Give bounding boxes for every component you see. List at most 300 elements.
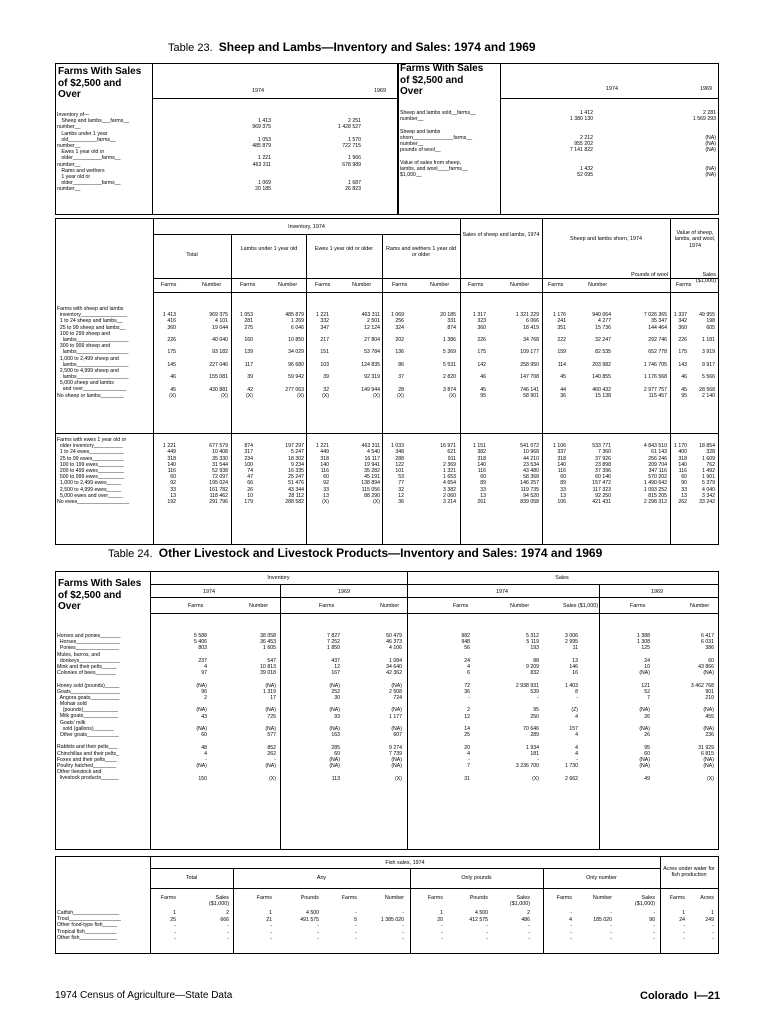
grid-cell: 139 [244,349,253,356]
grid-cell: 911 [447,455,456,462]
row-cell: Farms with ewes 1 year old or [57,437,127,443]
grid-cell: 18 419 [523,324,539,331]
grid-cell: 32 [323,386,329,393]
grid-cell: 289 [530,732,539,739]
row-cell: number__ [57,124,81,131]
grid-cell: 541 072 [520,443,539,450]
grid-cell: - [441,923,443,930]
row-cell: 5,000 sheep and lambs [57,380,114,387]
grid-cell: 226 [678,337,687,343]
grid-cell: 4 500 [475,910,488,916]
t23-right-farms-label: Farms With Sales of $2,500 and Over [400,63,484,97]
grid-cell: 982 [461,633,470,639]
grid-cell: (NA) [639,757,650,763]
grid-cell: 48 [201,744,207,751]
grid-cell: 2 938 931 [515,682,539,689]
grid-cell: 724 [393,695,402,701]
grid-cell: 31 [464,775,470,782]
grid-cell: - [317,929,319,936]
grid-cell: 35 282 [364,468,380,474]
grid-cell: 101 [395,468,404,474]
grid-cell: - [227,929,229,936]
grid-cell: 5 566 [702,374,715,381]
grid-cell: 33 [480,486,486,493]
grid-cell: 570 202 [648,474,667,481]
grid-cell: 547 [267,657,276,664]
t23-left-col1969 [305,112,361,192]
grid-cell: 192 [167,499,176,505]
row-cell: 1 053 [258,136,271,143]
grid-cell: - [355,929,357,936]
grid-cell: - [270,929,272,936]
grid-cell: 10 [644,664,650,670]
grid-cell: 11 [572,645,578,652]
grid-cell: 1 177 [389,713,402,720]
grid-cell: 92 [170,480,176,487]
row-cell: 722 715 [342,142,361,149]
grid-cell: 10 [247,492,253,499]
t23-left-year1974: 1974 [252,88,264,94]
grid-cell: 45 [560,374,566,381]
fish-subhead-number: Number [592,895,612,901]
grid-cell: 2 [204,695,207,701]
grid-cell: 412 575 [469,916,488,923]
grid-cell: 47 [247,474,253,481]
t23-sub-farms-2: Farms [240,282,256,288]
grid-cell: 7 [647,695,650,701]
grid-cell: 262 [678,499,687,505]
row-cell: (NA) [705,134,716,141]
grid-cell: 58 368 [523,474,539,481]
grid-cell: 318 [678,455,687,462]
row-cell: Trout__________________ [57,916,121,923]
grid-cell: (NA) [391,682,402,689]
grid-cell: 1 388 [637,633,650,639]
grid-cell: 26 [644,732,650,739]
grid-cell: 140 855 [592,374,611,381]
table24-number: Table 24. [108,548,153,560]
grid-cell: 33 242 [699,499,715,505]
grid-cell: 6 [467,670,470,677]
grid-cell: 203 982 [592,361,611,368]
grid-cell: 1 901 [702,474,715,481]
grid-cell: 93 182 [212,349,228,356]
row-cell: Chinchillas and their pelts_ [57,750,119,757]
grid-cell: 430 881 [209,386,228,393]
grid-cell: 140 [320,461,329,468]
grid-cell: 145 [167,361,176,368]
grid-cell: - [570,910,572,916]
grid-cell: - [486,929,488,936]
table23-heading: Sheep and Lambs—Inventory and Sales: 1974 and 1969 [218,40,536,54]
grid-cell: (NA) [265,707,276,714]
grid-cell: 16 971 [440,443,456,450]
grid-cell: 60 [644,750,650,757]
grid-cell: 4 [467,750,470,757]
table24-title [108,546,602,561]
grid-cell: (NA) [703,707,714,714]
row-cell: (pounds)____________ [57,707,118,714]
grid-cell: 281 [244,318,253,325]
row-cell: Other fish_____________ [57,934,117,941]
grid-cell: 195 024 [209,480,228,487]
grid-cell: 250 [530,713,539,720]
grid-cell: 318 [557,455,566,462]
grid-cell: 210 [705,695,714,701]
grid-cell: 32 [398,486,404,493]
grid-cell: - [274,757,276,763]
grid-cell: 14 [464,726,470,732]
row-cell: 52 095 [577,171,593,178]
grid-cell: 46 [170,374,176,381]
grid-cell: 36 453 [260,639,276,646]
grid-cell: 157 472 [592,480,611,487]
grid-cell: 45 191 [364,474,380,481]
row-cell: 7 141 822 [569,147,593,154]
fish-subhead-pounds: Pounds [300,895,319,901]
grid-cell: 59 942 [288,374,304,381]
footer-page-number: I—21 [693,990,721,1002]
t23-sub-number-5: Number [510,282,530,288]
row-cell: 678 989 [342,161,361,168]
grid-cell: 45 [480,386,486,393]
row-cell: (NA) [705,171,716,178]
grid-cell: 2 140 [702,392,715,399]
grid-cell: 33 [323,486,329,493]
grid-cell: 969 375 [209,312,228,319]
row-cell: and over_______________ [57,386,127,393]
grid-cell: 1 490 642 [643,480,667,487]
t24-sales-head: Sales [555,575,569,581]
grid-cell: - [174,929,176,936]
row-cell: number__ [57,161,81,168]
grid-cell: 6 815 [701,750,714,757]
t24-sub-number-2: Number [380,603,400,609]
grid-cell: - [610,923,612,930]
grid-cell: 323 [477,318,486,325]
grid-cell: 291 796 [209,499,228,505]
grid-cell: 151 [320,349,329,356]
row-cell: older__________farms__ [57,155,121,162]
grid-cell: 167 [331,670,340,677]
grid-cell: 175 [678,349,687,356]
grid-cell: 86 [398,361,404,368]
grid-cell: 46 [480,374,486,381]
grid-cell: (NA) [391,763,402,770]
row-cell: 2,500 to 4,999 ewes_____ [57,486,122,493]
grid-cell: 209 704 [648,461,667,468]
grid-cell: (NA) [703,726,714,732]
grid-cell: (NA) [265,682,276,689]
row-cell: No ewes__________________ [57,498,130,505]
grid-cell: 347 [320,324,329,331]
row-cell: Value of sales from sheep, [400,159,462,166]
grid-cell: 1 321 229 [515,312,539,319]
grid-cell: - [537,757,539,763]
grid-cell: (NA) [703,670,714,677]
grid-cell: 258 950 [520,361,539,368]
grid-cell: 90 [649,916,655,923]
grid-cell: 157 [569,726,578,732]
grid-cell: 6 066 [526,318,539,325]
t23-sales-head: Sales of sheep and lambs, 1974 [462,232,540,238]
grid-cell: 60 146 [595,474,611,481]
grid-cell: - [205,757,207,763]
grid-cell: 16 117 [364,455,380,462]
grid-cell: 36 [398,499,404,505]
grid-cell: 116 [320,468,329,474]
fish-subhead-farms: Farms [427,895,443,901]
grid-cell: 100 [244,461,253,468]
row-cell: Foxes and their pelts____ [57,756,117,763]
grid-cell: - [683,923,685,930]
grid-cell: 5 369 [443,349,456,356]
grid-cell: 416 [167,318,176,325]
t24-fish-acres-head: Acres under water for fish production [663,866,715,879]
grid-cell: 948 [461,639,470,646]
grid-cell: 52 [644,688,650,695]
grid-cell: 677 579 [209,443,228,450]
grid-cell: 1 176 568 [643,374,667,381]
grid-cell: 10 408 [212,449,228,456]
grid-cell: 43 344 [288,486,304,493]
grid-cell: 198 [706,318,715,325]
grid-cell: 37 926 [595,455,611,462]
grid-cell: 115 457 [648,392,667,399]
grid-cell: 146 257 [520,480,539,487]
t23-value-head: Value of sheep, lambs, and wool, 1974 [674,230,716,249]
grid-cell: 94 520 [523,492,539,499]
grid-cell: 56 [464,645,470,652]
row-cell: inventory________________ [57,312,128,319]
grid-cell: 252 [331,688,340,695]
grid-cell: (X) [449,392,456,399]
t23-left-col1974 [215,112,271,192]
grid-cell: 605 [706,324,715,331]
grid-cell: 121 [641,682,650,689]
row-cell: 1 to 24 ewes____________ [57,449,124,456]
grid-cell: 4 654 [443,480,456,487]
grid-cell: - [174,936,176,943]
row-cell: number__ [57,142,81,149]
grid-cell: 140 [557,461,566,468]
grid-cell: 746 141 [520,386,539,393]
grid-cell: 1 653 [443,474,456,481]
grid-cell: 762 [706,461,715,468]
grid-cell: 437 [331,657,340,664]
grid-cell: 124 835 [361,361,380,368]
grid-cell: 4 [575,732,578,739]
grid-cell: 89 [480,480,486,487]
grid-cell: 181 [530,750,539,757]
grid-cell: - [653,910,655,916]
grid-cell: 88 290 [364,492,380,499]
fish-subhead-acres: Acres [700,895,714,901]
grid-cell: 3 236 700 [515,763,539,770]
row-cell: Milk goats____________ [57,713,118,720]
grid-cell: 35 330 [212,455,228,462]
grid-cell: 539 [530,688,539,695]
row-cell: Rams and wethers [57,167,105,174]
t23-right-col1969 [660,110,716,178]
grid-cell: 15 736 [595,324,611,331]
grid-cell: 1 386 [443,337,456,343]
footer-title: 1974 Census of Agriculture—State Data [55,990,233,1001]
row-cell: $1,000__ [400,171,422,178]
grid-cell: 89 [560,480,566,487]
grid-cell: (X) [322,392,329,399]
row-cell: 1 432 [580,165,593,172]
grid-cell: 140 [678,461,687,468]
grid-cell: 4 [204,664,207,670]
grid-cell: - [317,923,319,930]
row-cell: 2 212 [580,134,593,141]
grid-cell: 1 170 [674,443,687,450]
grid-cell: 3 874 [443,386,456,393]
grid-cell: 92 [323,480,329,487]
grid-cell: 1 492 [702,468,715,474]
grid-cell: 5 312 [526,633,539,639]
grid-cell: 38 058 [260,633,276,639]
grid-cell: - [570,923,572,930]
grid-cell: 116 [557,468,566,474]
grid-cell: (NA) [329,726,340,732]
grid-cell: (Z) [571,707,578,714]
row-cell: 300 to 999 sheep and [57,343,111,350]
t24-fish-head: Fish sales, 1974 [385,860,425,866]
row-cell: 2,500 to 4,999 sheep and [57,367,119,374]
grid-cell: 832 [530,670,539,677]
grid-cell: (NA) [391,757,402,763]
grid-cell: (X) [397,392,404,399]
grid-cell: 61 143 [651,449,667,456]
grid-cell: 1 605 [263,645,276,652]
grid-cell: 25 [464,732,470,739]
grid-cell: 400 [678,449,687,456]
grid-cell: 3 214 [443,499,456,505]
row-cell: Goats' milk [57,719,86,726]
grid-cell: 1 413 [163,312,176,319]
t23-inventory-head: Inventory, 1974 [288,224,325,230]
grid-cell: 140 [167,461,176,468]
row-cell: Mules, burros, and [57,651,100,658]
grid-cell: 1 [711,910,714,916]
grid-cell: 175 [167,349,176,356]
grid-cell: 332 [320,318,329,325]
grid-cell: 292 746 [648,337,667,343]
fish-subhead-farms: Farms [341,895,357,901]
grid-cell: (X) [395,775,402,782]
t23-ewes-head: Ewes 1 year old or older [314,246,374,252]
row-cell: Other livestock and [57,769,102,776]
t23-lambs-head: Lambs under 1 year old [240,246,298,252]
t24-sub-farms-2: Farms [319,603,335,609]
grid-cell: 2 995 [565,639,578,646]
grid-cell: 40 040 [212,337,228,343]
fish-subhead-number: Number [384,895,404,901]
grid-cell: 342 [678,318,687,325]
grid-cell: 72 [464,682,470,689]
grid-cell: 1 269 [291,318,304,325]
grid-cell: 285 [331,744,340,751]
grid-cell: - [653,923,655,930]
grid-cell: 12 [398,492,404,499]
grid-cell: 577 [267,732,276,739]
t23-left-labels [57,112,151,192]
grid-cell: 28 112 [288,492,304,499]
t23-rams-head: Rams and wethers 1 year old or older [385,246,457,259]
grid-cell: 13 [170,492,176,499]
grid-cell: 37 [398,374,404,381]
grid-cell: 2 508 [389,688,402,695]
grid-cell: 1 [269,910,272,916]
grid-cell: 12 [464,713,470,720]
grid-cell: - [683,929,685,936]
grid-cell: 318 [320,455,329,462]
grid-cell: 2 [527,910,530,916]
grid-cell: 10 968 [523,449,539,456]
grid-cell: 43 [201,713,207,720]
grid-cell: 7 [467,763,470,770]
row-cell: Poultry hatched________ [57,762,117,769]
grid-cell: 288 [395,455,404,462]
t24-fish-any: Any [316,875,327,881]
grid-cell: 60 [170,474,176,481]
grid-cell: 360 [678,324,687,331]
grid-cell: 122 [395,461,404,468]
grid-cell: 815 205 [648,492,667,499]
grid-cell: 143 [678,361,687,368]
grid-cell: (X) [221,392,228,399]
grid-cell: 1 934 [526,744,539,751]
row-cell: donkeys______________ [57,657,120,664]
grid-cell: 43 866 [698,664,714,670]
grid-cell: 144 464 [648,324,667,331]
grid-cell: 262 [267,750,276,757]
grid-cell: 125 [641,645,650,652]
row-cell: pounds of wool__ [400,147,441,154]
grid-cell: 318 [477,455,486,462]
grid-cell: 533 771 [592,443,611,450]
grid-cell: 10 813 [260,664,276,670]
grid-cell: 193 [530,645,539,652]
grid-cell: 803 [198,645,207,652]
grid-cell: 60 [323,474,329,481]
grid-cell: 2 369 [443,461,456,468]
fish-subhead-sales: Sales ($1,000) [509,895,530,908]
grid-cell: 7 026 365 [643,312,667,319]
grid-cell: 32 247 [595,337,611,343]
grid-cell: 31 544 [212,461,228,468]
row-cell: lambs__________________ [57,374,129,381]
grid-cell: 1 053 [240,312,253,319]
row-cell: lambs__________________ [57,349,129,356]
grid-cell: 1 084 [389,657,402,664]
row-cell: 1 966 [348,155,361,162]
row-cell: Angora goats__________ [57,694,120,701]
row-cell: (NA) [705,140,716,147]
grid-cell: 5 588 [194,633,207,639]
grid-cell: 328 [706,449,715,456]
grid-cell: 95 [480,392,486,399]
row-cell: Lambs under 1 year [57,130,108,137]
grid-cell: 4 277 [598,318,611,325]
table23-number: Table 23. [168,42,213,54]
grid-cell: 1 850 [327,645,340,652]
t23-sub-sales: Sales ($1,000) [695,272,716,285]
grid-cell: 163 [331,732,340,739]
grid-cell: 1 151 [473,443,486,450]
